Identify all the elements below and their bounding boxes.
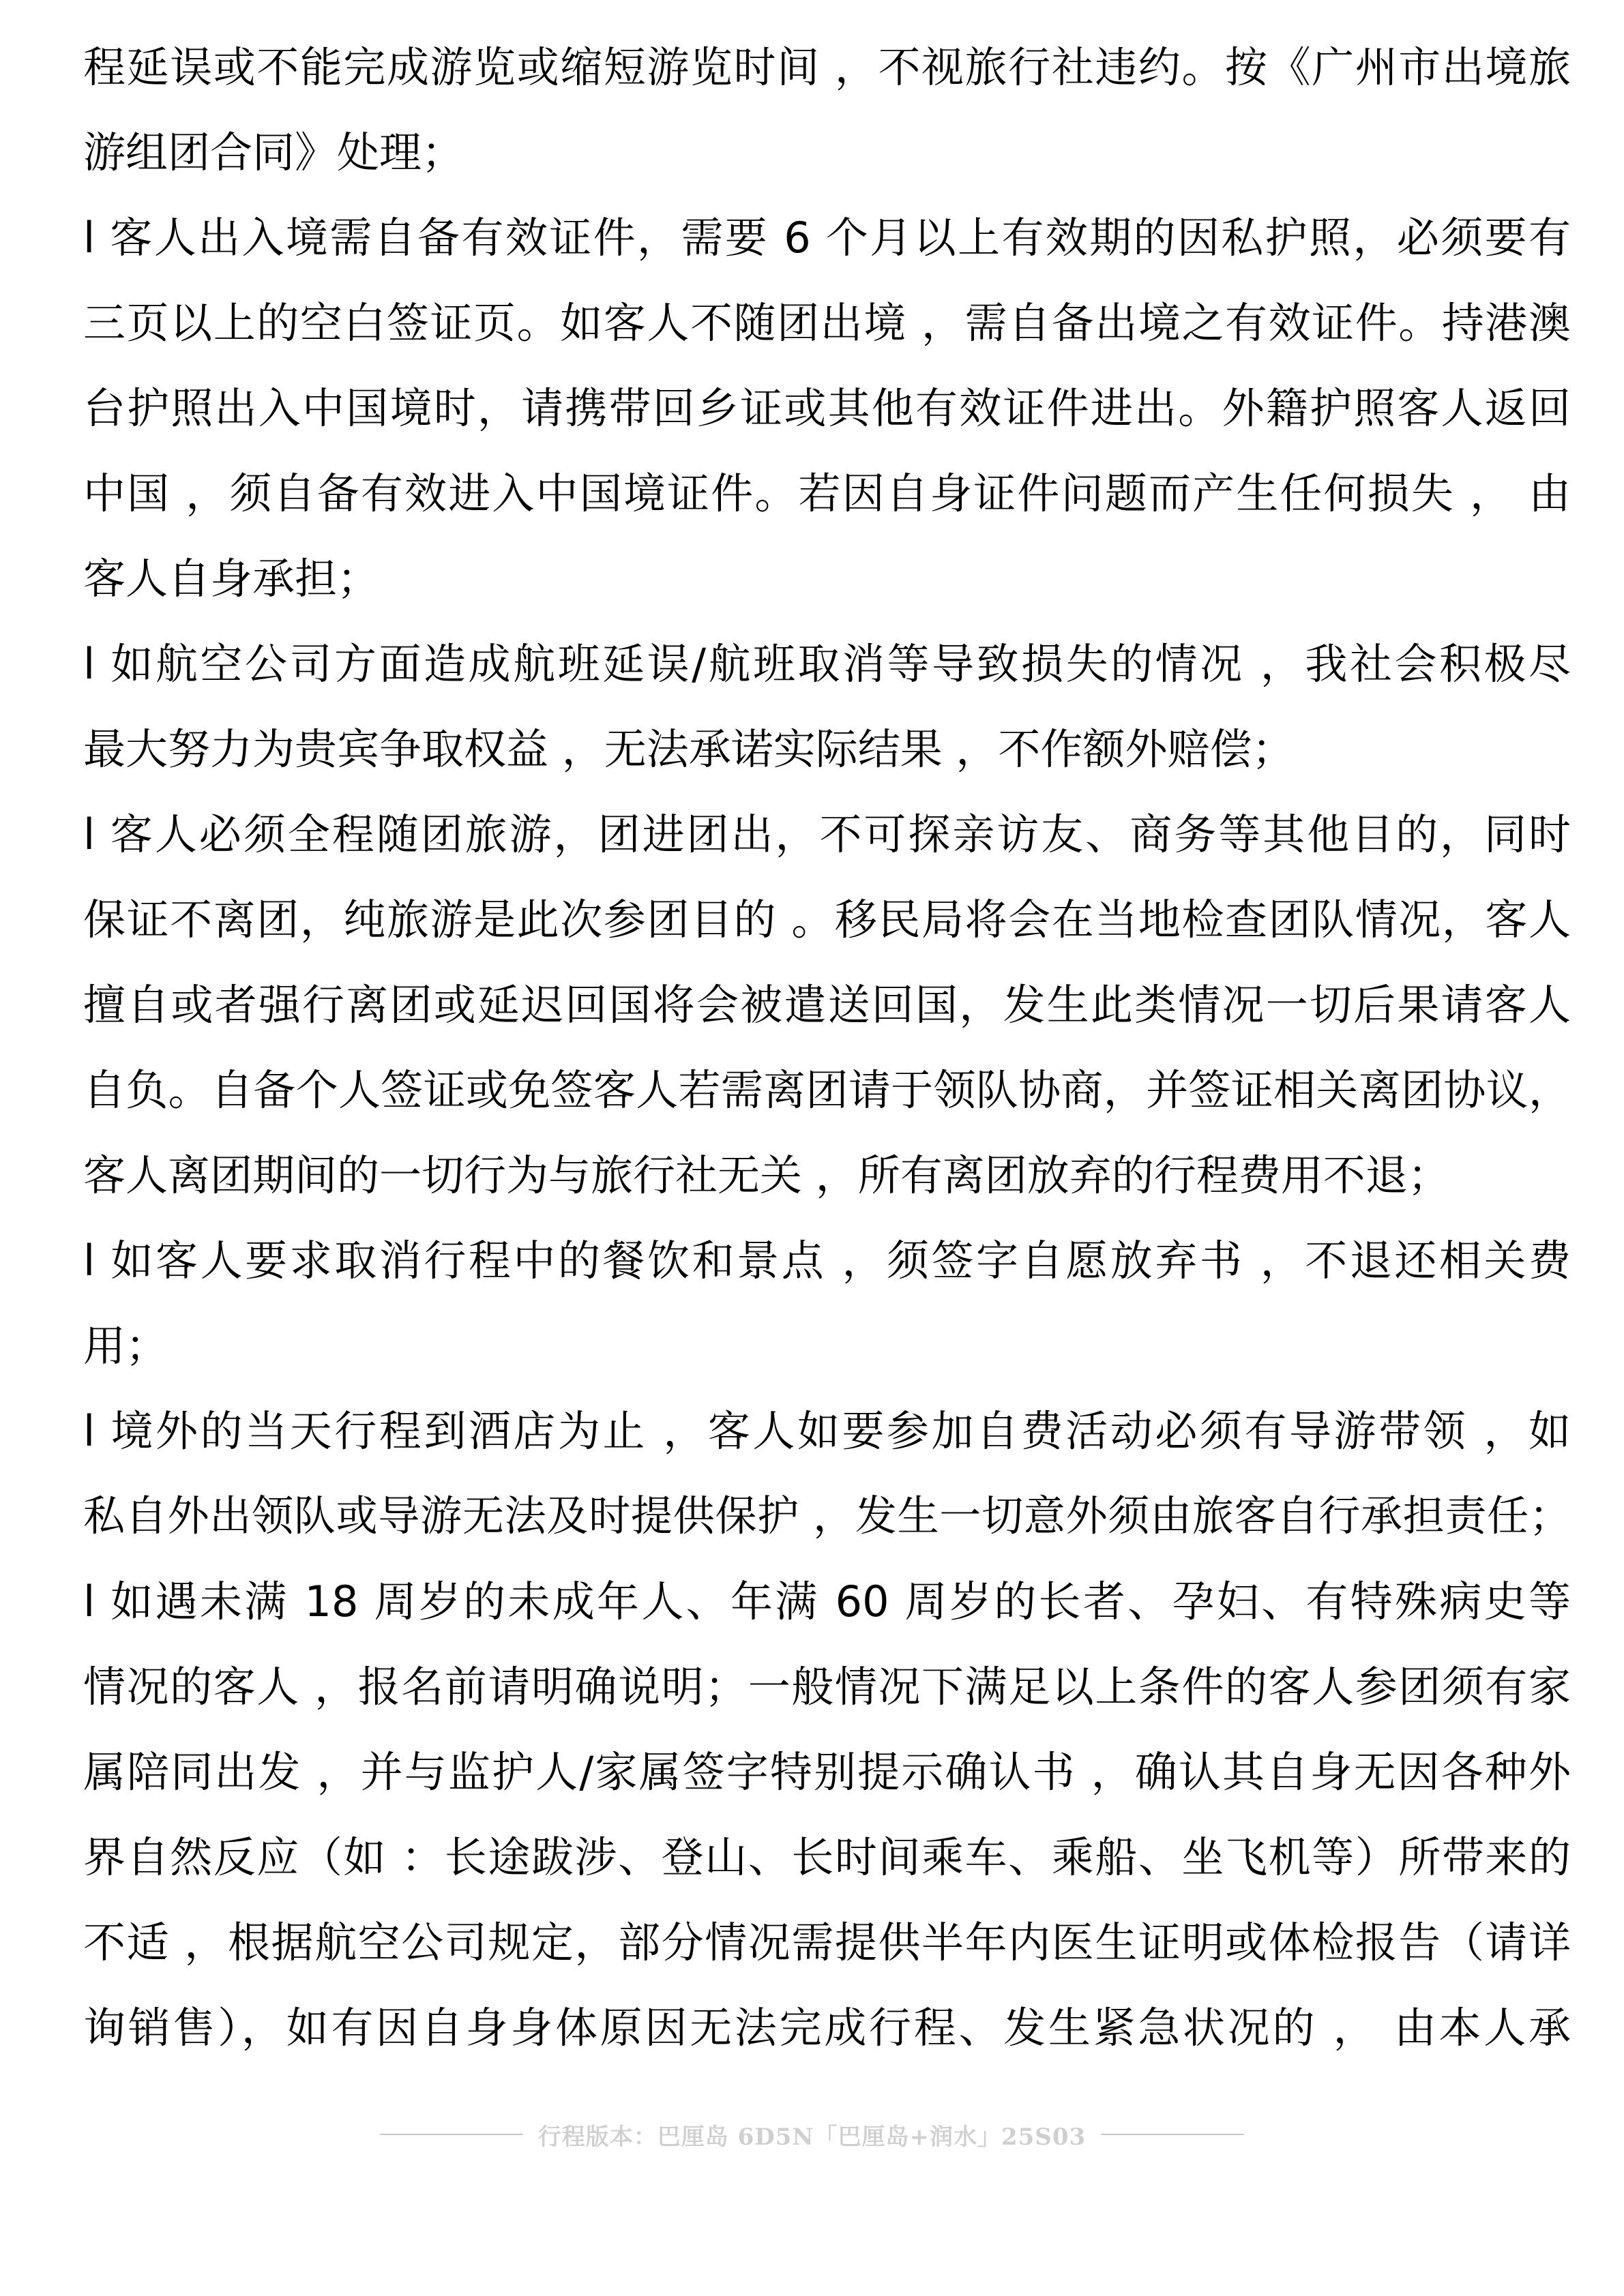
text-line: 情况的客人 ，报名前请明确说明；一般情况下满足以上条件的客人参团须有家 (83, 1662, 1571, 1712)
footer-divider-right (1101, 2134, 1244, 2135)
text-line: l 客人出入境需自备有效证件，需要 6 个月以上有效期的因私护照，必须要有 (83, 213, 1571, 263)
text-line: l 如遇未满 18 周岁的未成年人、年满 60 周岁的长者、孕妇、有特殊病史等 (83, 1577, 1571, 1626)
text-line: 客人离团期间的一切行为与旅行社无关 ，所有离团放弃的行程费用不退； (83, 1150, 1450, 1200)
text-line: 最大努力为贵宾争取权益 ，无法承诺实际结果 ，不作额外赔偿； (83, 724, 1295, 774)
text-line: 用； (83, 1321, 168, 1371)
text-line: 台护照出入中国境时，请携带回乡证或其他有效证件进出。外籍护照客人返回 (83, 383, 1571, 433)
text-line: 游组团合同》处理； (83, 128, 464, 177)
text-line: l 如客人要求取消行程中的餐饮和景点 ，须签字自愿放弃书 ，不退还相关费 (83, 1236, 1571, 1285)
text-line: 询销售），如有因自身身体原因无法完成行程、发生紧急状况的 ， 由本人承 (83, 2003, 1571, 2053)
footer-divider-left (380, 2134, 523, 2135)
text-line: l 客人必须全程随团旅游，团进团出，不可探亲访友、商务等其他目的，同时 (83, 809, 1571, 859)
text-line: l 境外的当天行程到酒店为止 ，客人如要参加自费活动必须有导游带领 ，如 (83, 1406, 1571, 1456)
text-line: 私自外出领队或导游无法及时提供保护 ，发生一切意外须由旅客自行承担责任； (83, 1492, 1571, 1540)
text-line: 不适 ，根据航空公司规定，部分情况需提供半年内医生证明或体检报告（请详 (83, 1918, 1571, 1967)
text-line: 属陪同出发 ，并与监护人/家属签字特别提示确认书 ，确认其自身无因各种外 (83, 1747, 1571, 1797)
footer-version-text: 行程版本：巴厘岛 6D5N「巴厘岛+润水」25S03 (537, 2123, 1087, 2151)
body-text (83, 25, 1571, 2070)
text-line: 自负。自备个人签证或免签客人若需离团请于领队协商，并签证相关离团协议， (83, 1065, 1571, 1115)
text-line: 中国 ，须自备有效进入中国境证件。若因自身证件问题而产生任何损失 ， 由 (83, 468, 1571, 518)
text-line: 保证不离团，纯旅游是此次参团目的 。移民局将会在当地检查团队情况，客人 (83, 895, 1571, 944)
text-line: 三页以上的空白签证页。如客人不随团出境 ，需自备出境之有效证件。持港澳 (83, 298, 1571, 348)
text-line: 界自然反应（如 ：长途跋涉、登山、长时间乘车、乘船、坐飞机等）所带来的 (83, 1832, 1571, 1882)
text-line: 客人自身承担； (83, 554, 380, 603)
text-line: 程延误或不能完成游览或缩短游览时间 ，不视旅行社违约。按《广州市出境旅 (83, 42, 1571, 92)
text-line: l 如航空公司方面造成航班延误/航班取消等导致损失的情况 ，我社会积极尽 (83, 639, 1571, 689)
text-line: 擅自或者强行离团或延迟回国将会被遣送回国，发生此类情况一切后果请客人 (83, 980, 1571, 1030)
page-footer (0, 2114, 1624, 2155)
